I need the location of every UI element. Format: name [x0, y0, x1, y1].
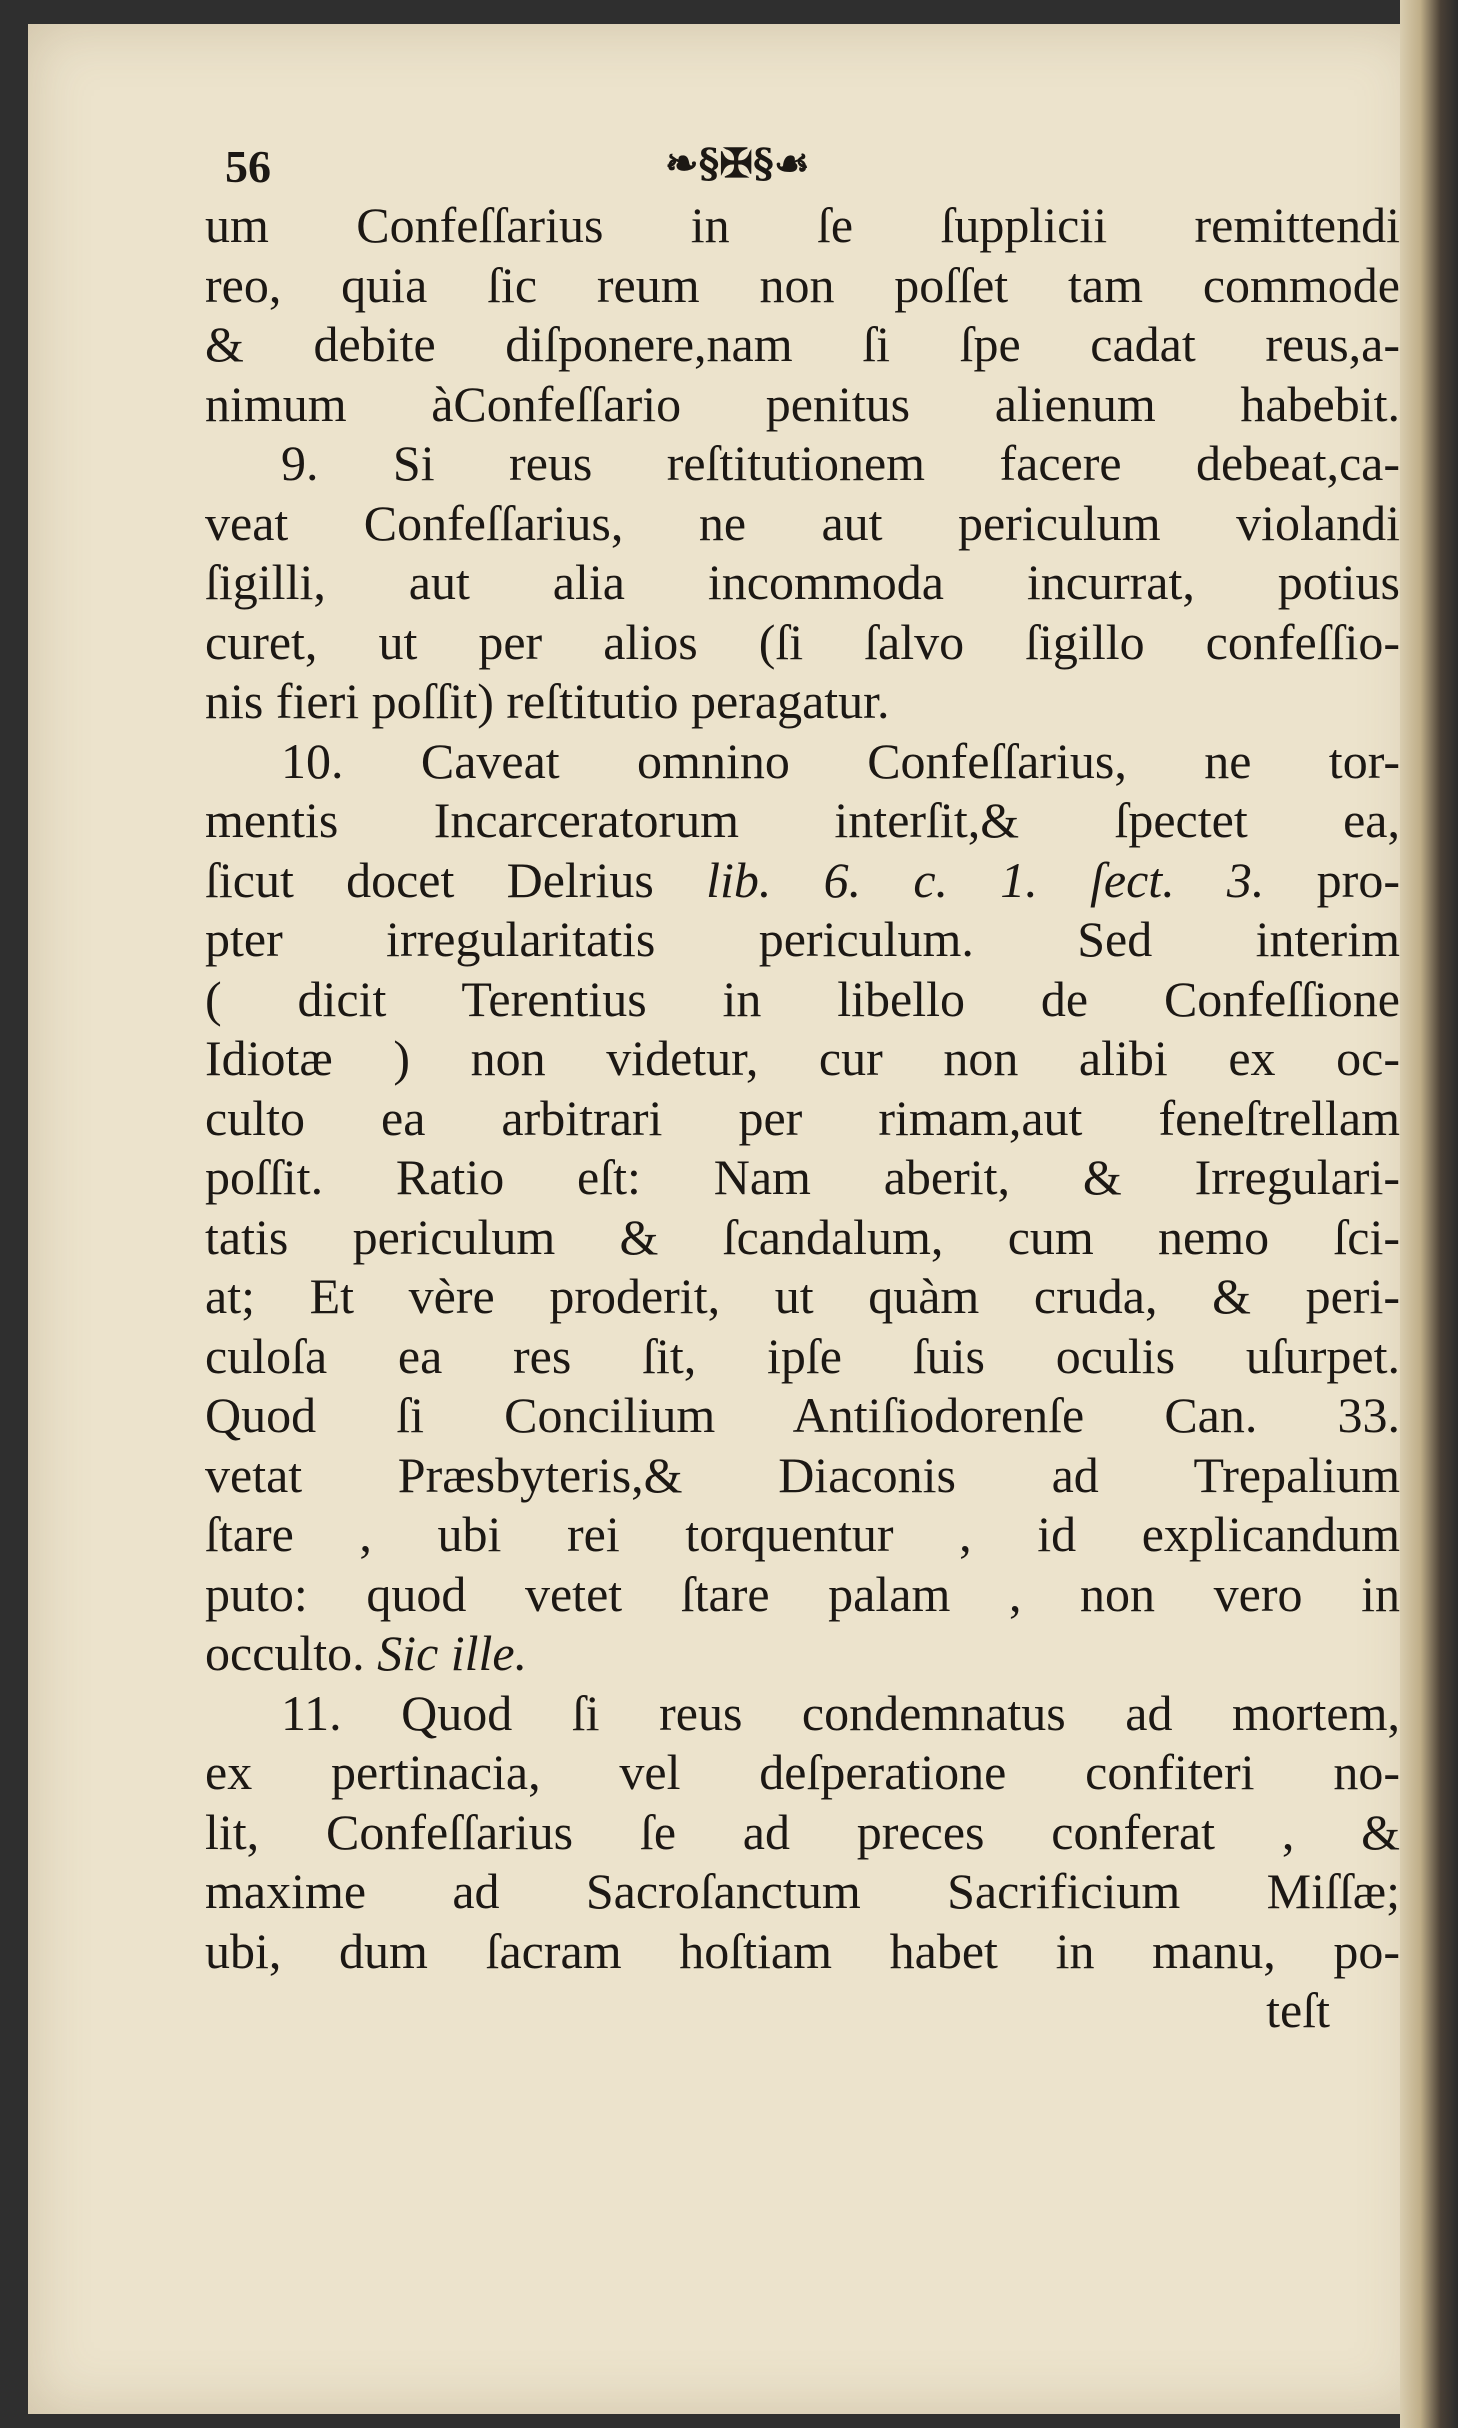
page-header [225, 140, 1385, 200]
text-line: veat Confeſſarius, ne aut periculum violandi [205, 494, 1400, 551]
text-line: ( dicit Terentius in libello de Confeſſione [205, 970, 1400, 1027]
text-line: at; Et vère proderit, ut quàm cruda, & peri- [205, 1268, 1400, 1324]
page-number: 56 [225, 141, 271, 192]
text-line: lit, Confeſſarius ſe ad preces conferat , & [205, 1803, 1400, 1860]
book-binding-edge [1400, 0, 1458, 2428]
text-line: culoſa ea res ſit, ipſe ſuis oculis uſurpet. [205, 1327, 1400, 1384]
text-line: curet, ut per alios (ſi ſalvo ſigillo confeſſio- [205, 613, 1400, 670]
text-line: mentis Incarceratorum interſit,& ſpectet ea, [205, 792, 1400, 848]
text-line: nis fieri poſſit) reſtitutio peragatur. [205, 673, 890, 729]
text-line: puto: quod vetet ſtare palam , non vero in [205, 1565, 1400, 1622]
text-line: maxime ad Sacroſanctum Sacrificium Miſſæ; [205, 1863, 1400, 1919]
header-ornament: ❧§✠§☙ [665, 140, 810, 187]
text-line: pter irregularitatis periculum. Sed interim [205, 911, 1400, 967]
paragraph-10-start: 10. Caveat omnino Confeſſarius, ne tor- [281, 732, 1400, 789]
text-line: ſigilli, aut alia incommoda incurrat, potius [205, 554, 1400, 610]
text-line: ex pertinacia, vel deſperatione confiteri no- [205, 1744, 1400, 1800]
text-line: tatis periculum & ſcandalum, cum nemo ſci- [205, 1208, 1400, 1265]
body-text [205, 196, 1400, 2041]
paragraph-9-start: 9. Si reus reſtitutionem facere debeat,ca- [281, 435, 1400, 491]
text-line: Quod ſi Concilium Antiſiodorenſe Can. 33. [205, 1387, 1400, 1443]
italic-citation: Sic ille. [377, 1625, 528, 1681]
catchword: teſt [1266, 1982, 1330, 2038]
text-line: culto ea arbitrari per rimam,aut feneſtrellam [205, 1089, 1400, 1146]
italic-citation: lib. 6. c. 1. ſect. 3. [706, 851, 1265, 908]
text-line: ſicut docet Delrius lib. 6. c. 1. ſect. 3. pro- [205, 851, 1400, 908]
text-line: poſſit. Ratio eſt: Nam aberit, & Irregulari- [205, 1149, 1400, 1205]
text-line: vetat Præsbyteris,& Diaconis ad Trepalium [205, 1446, 1400, 1503]
text-line: ubi, dum ſacram hoſtiam habet in manu, po- [205, 1922, 1400, 1979]
text-line: nimum àConfeſſario penitus alienum habebit. [205, 375, 1400, 432]
text-line: ſtare , ubi rei torquentur , id explicandum [205, 1506, 1400, 1562]
paragraph-11-start: 11. Quod ſi reus condemnatus ad mortem, [281, 1684, 1400, 1741]
text-line: & debite diſponere,nam ſi ſpe cadat reus,a- [205, 316, 1400, 372]
text-line: occulto. Sic ille. [205, 1625, 528, 1681]
text-line: Idiotæ ) non videtur, cur non alibi ex oc- [205, 1030, 1400, 1086]
text-line: reo, quia ſic reum non poſſet tam commode [205, 256, 1400, 313]
text-line: um Confeſſarius in ſe ſupplicii remittendi [205, 197, 1400, 253]
